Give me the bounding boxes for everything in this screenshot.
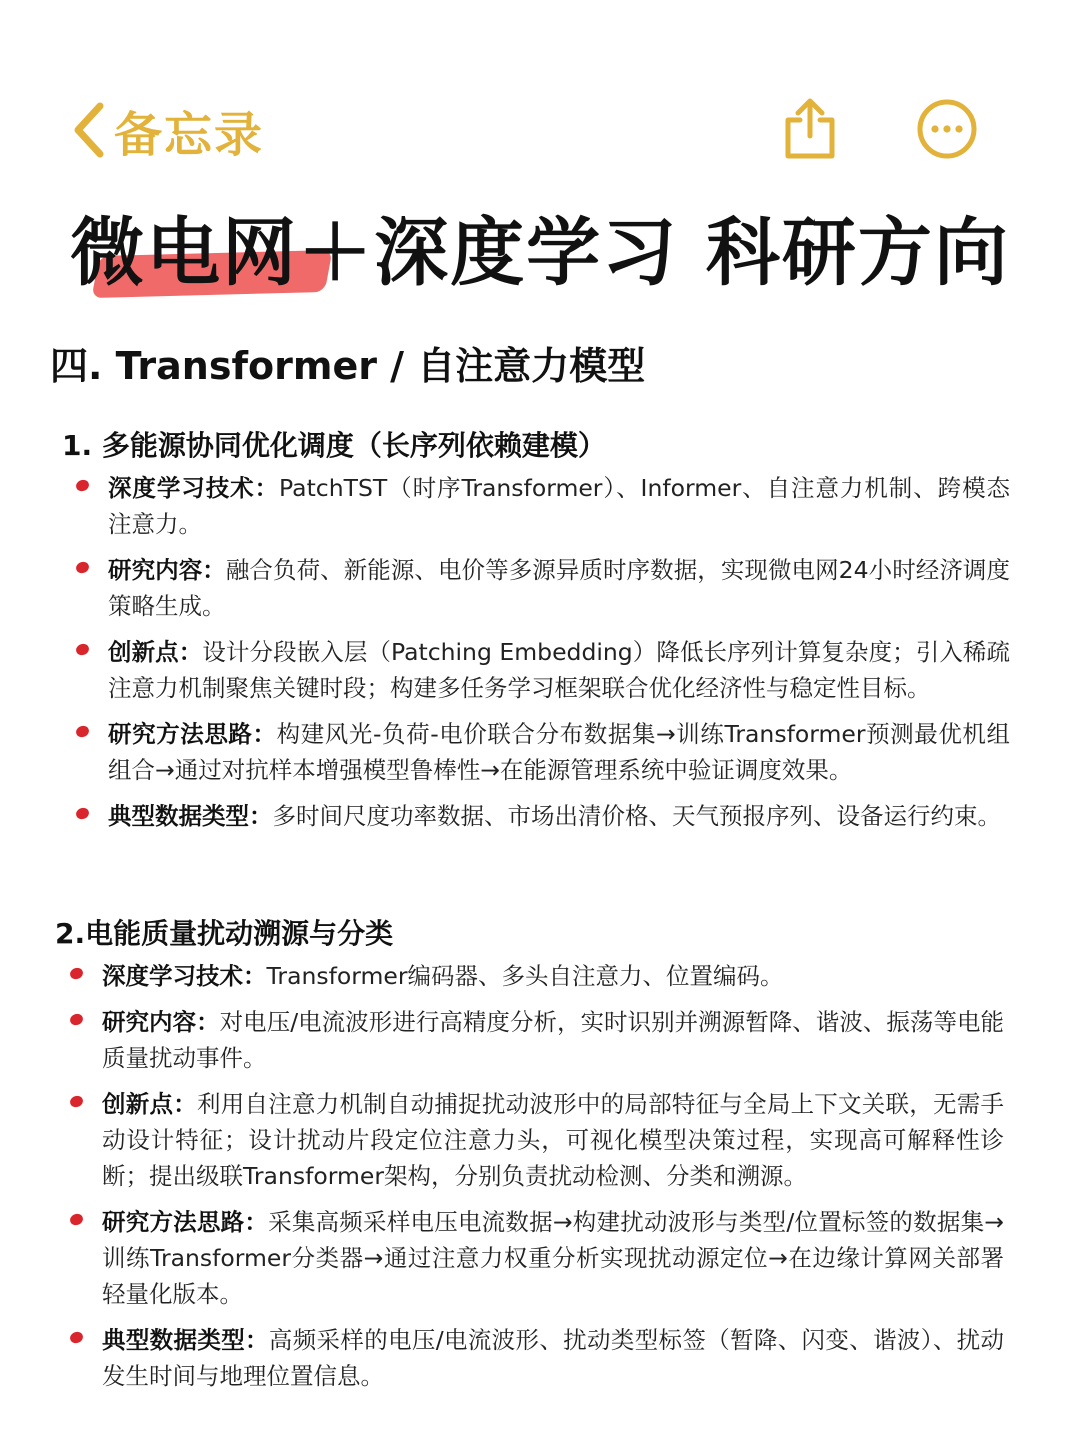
share-icon [780,96,840,160]
bullet-item [0,1086,1080,1194]
page-title: 微电网＋深度学习 科研方向 [70,210,1010,296]
more-button[interactable] [916,98,978,160]
bullet-text: 利用自注意力机制自动捕捉扰动波形中的局部特征与全局上下文关联，无需手动设计特征；设计扰动片段定位注意力头，可视化模型决策过程，实现高可解释性诊断；提出级联Transformer架构，分别负责扰动检测、分类和溯源。 [102,1090,1005,1190]
bullet-dot-icon [75,724,91,739]
share-button[interactable] [780,96,840,160]
bullet-item [0,716,1080,788]
bullet-text: PatchTST（时序Transformer）、Informer、自注意力机制、跨模态注意力。 [108,474,1011,538]
bullet-label: 典型数据类型： [108,802,273,830]
chevron-left-icon [70,100,108,160]
bullet-item [0,634,1080,706]
bullet-label: 研究内容： [102,1008,220,1036]
bullet-text: 构建风光-负荷-电价联合分布数据集→训练Transformer预测最优机组组合→通过对抗样本增强模型鲁棒性→在能源管理系统中验证调度效果。 [108,720,1010,784]
bullet-label: 研究方法思路： [102,1208,269,1236]
bullet-dot-icon [69,1330,85,1345]
bullet-text: 对电压/电流波形进行高精度分析，实时识别并溯源暂降、谐波、振荡等电能质量扰动事件。 [102,1008,1005,1072]
bullet-label: 创新点： [102,1090,197,1118]
bullet-item [0,1004,1080,1076]
bullet-text: 多时间尺度功率数据、市场出清价格、天气预报序列、设备运行约束。 [272,802,1001,830]
bullet-dot-icon [75,806,91,821]
bullet-list [0,958,1080,1394]
bullet-label: 深度学习技术： [102,962,267,990]
bullet-label: 典型数据类型： [102,1326,269,1354]
bullet-list [0,470,1080,834]
bullet-dot-icon [75,560,91,575]
bullet-item [0,1204,1080,1312]
bullet-text: Transformer编码器、多头自注意力、位置编码。 [266,962,784,990]
bullet-item [0,798,1080,834]
bullet-item [0,1322,1080,1394]
bullet-label: 研究内容： [108,556,226,584]
title-block [0,205,1080,305]
bullet-dot-icon [69,966,85,981]
bullet-dot-icon [69,1212,85,1227]
more-icon [916,98,978,160]
back-label: 备忘录 [114,106,265,163]
section-heading: 四. Transformer / 自注意力模型 [50,344,646,388]
nav-bar [0,0,1080,200]
bullet-dot-icon [75,642,91,657]
bullet-item [0,958,1080,994]
bullet-dot-icon [69,1012,85,1027]
bullet-text: 高频采样的电压/电流波形、扰动类型标签（暂降、闪变、谐波）、扰动发生时间与地理位置信息。 [102,1326,1005,1390]
bullet-label: 研究方法思路： [108,720,277,748]
bullet-item [0,552,1080,624]
bullet-item [0,470,1080,542]
bullet-label: 创新点： [108,638,203,666]
bullet-dot-icon [69,1094,85,1109]
bullet-text: 采集高频采样电压电流数据→构建扰动波形与类型/位置标签的数据集→训练Transformer分类器→通过注意力权重分析实现扰动源定位→在边缘计算网关部署轻量化版本。 [102,1208,1004,1308]
back-button[interactable] [70,95,264,165]
subsection-2 [0,910,1080,1404]
subsection-title: 2.电能质量扰动溯源与分类 [55,917,394,950]
bullet-text: 融合负荷、新能源、电价等多源异质时序数据，实现微电网24小时经济调度策略生成。 [108,556,1011,620]
bullet-dot-icon [75,478,91,493]
subsection-1 [0,422,1080,844]
subsection-title: 1. 多能源协同优化调度（长序列依赖建模） [62,429,606,462]
bullet-text: 设计分段嵌入层（Patching Embedding）降低长序列计算复杂度；引入稀疏注意力机制聚焦关键时段；构建多任务学习框架联合优化经济性与稳定性目标。 [108,638,1010,702]
bullet-label: 深度学习技术： [108,474,280,502]
